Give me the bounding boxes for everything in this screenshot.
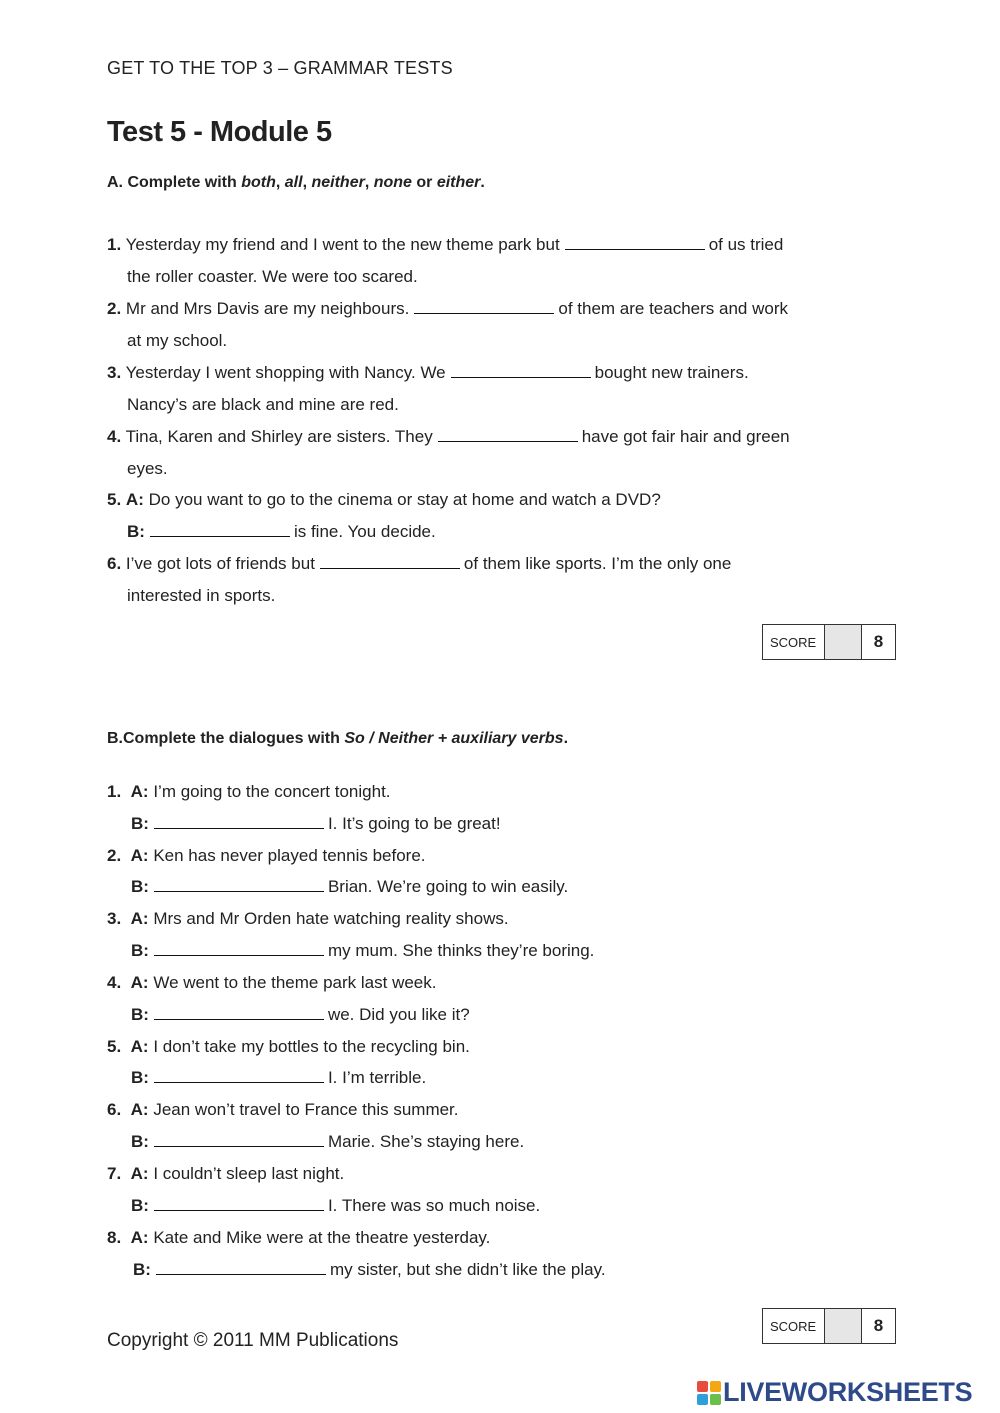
answer-blank[interactable] — [154, 1005, 324, 1020]
question-a2-continued: at my school. — [127, 331, 228, 350]
question-a5-reply: B: is fine. You decide. — [127, 522, 436, 541]
answer-blank[interactable] — [320, 554, 460, 569]
dialogue-b1-b: B: I. It’s going to be great! — [131, 814, 501, 833]
dialogue-b5-b: B: I. I’m terrible. — [131, 1068, 427, 1087]
dialogue-b1-a: 1. A: I’m going to the concert tonight. — [107, 782, 391, 801]
question-a6-continued: interested in sports. — [127, 586, 276, 605]
answer-blank[interactable] — [150, 522, 290, 537]
dialogue-b6-b: B: Marie. She’s staying here. — [131, 1132, 525, 1151]
score-label: SCORE — [763, 1309, 825, 1343]
answer-blank[interactable] — [154, 941, 324, 956]
dialogue-b2-b: B: Brian. We’re going to win easily. — [131, 877, 569, 896]
score-box-b — [762, 1308, 896, 1344]
answer-blank[interactable] — [154, 814, 324, 829]
dialogue-b4-a: 4. A: We went to the theme park last week. — [107, 973, 437, 992]
dialogue-b7-b: B: I. There was so much noise. — [131, 1196, 541, 1215]
question-a3: 3. Yesterday I went shopping with Nancy. We bought new trainers. — [107, 363, 749, 382]
page-title: Test 5 - Module 5 — [107, 116, 332, 148]
dialogue-b3-b: B: my mum. She thinks they’re boring. — [131, 941, 595, 960]
dialogue-b8-a: 8. A: Kate and Mike were at the theatre yesterday. — [107, 1228, 491, 1247]
liveworksheets-logo-icon — [697, 1381, 721, 1405]
question-a2: 2. Mr and Mrs Davis are my neighbours. of them are teachers and work — [107, 299, 788, 318]
score-max: 8 — [873, 632, 884, 651]
dialogue-b7-a: 7. A: I couldn’t sleep last night. — [107, 1164, 345, 1183]
answer-blank[interactable] — [154, 1068, 324, 1083]
dialogue-b3-a: 3. A: Mrs and Mr Orden hate watching reality shows. — [107, 909, 509, 928]
score-max: 8 — [873, 1316, 884, 1335]
question-a6: 6. I’ve got lots of friends but of them like sports. I’m the only one — [107, 554, 732, 573]
answer-blank[interactable] — [565, 235, 705, 250]
section-a-title: A. Complete with both, all, neither, none or either. — [107, 174, 485, 191]
dialogue-b2-a: 2. A: Ken has never played tennis before. — [107, 846, 426, 865]
answer-blank[interactable] — [156, 1260, 326, 1275]
watermark-text: LIVEWORKSHEETS — [723, 1377, 973, 1407]
watermark[interactable] — [697, 1377, 972, 1408]
question-a1: 1. Yesterday my friend and I went to the new theme park but of us tried — [107, 235, 784, 254]
question-a3-continued: Nancy’s are black and mine are red. — [127, 395, 399, 414]
series-title: GET TO THE TOP 3 – GRAMMAR TESTS — [107, 58, 453, 78]
score-label: SCORE — [763, 625, 825, 659]
score-box-a — [762, 624, 896, 660]
answer-blank[interactable] — [451, 363, 591, 378]
question-a4: 4. Tina, Karen and Shirley are sisters. They have got fair hair and green — [107, 427, 790, 446]
copyright: Copyright © 2011 MM Publications — [107, 1330, 399, 1351]
answer-blank[interactable] — [154, 877, 324, 892]
answer-blank[interactable] — [438, 427, 578, 442]
score-input[interactable] — [825, 1309, 862, 1343]
question-a1-continued: the roller coaster. We were too scared. — [127, 267, 418, 286]
dialogue-b6-a: 6. A: Jean won’t travel to France this summer. — [107, 1100, 459, 1119]
dialogue-b5-a: 5. A: I don’t take my bottles to the recycling bin. — [107, 1037, 470, 1056]
question-a5: 5. A: Do you want to go to the cinema or stay at home and watch a DVD? — [107, 490, 661, 509]
score-input[interactable] — [825, 625, 862, 659]
answer-blank[interactable] — [154, 1132, 324, 1147]
dialogue-b8-b: B: my sister, but she didn’t like the play. — [133, 1260, 606, 1279]
answer-blank[interactable] — [414, 299, 554, 314]
answer-blank[interactable] — [154, 1196, 324, 1211]
dialogue-b4-b: B: we. Did you like it? — [131, 1005, 470, 1024]
question-a4-continued: eyes. — [127, 459, 168, 478]
section-b-title: B.Complete the dialogues with So / Neither + auxiliary verbs. — [107, 730, 569, 747]
